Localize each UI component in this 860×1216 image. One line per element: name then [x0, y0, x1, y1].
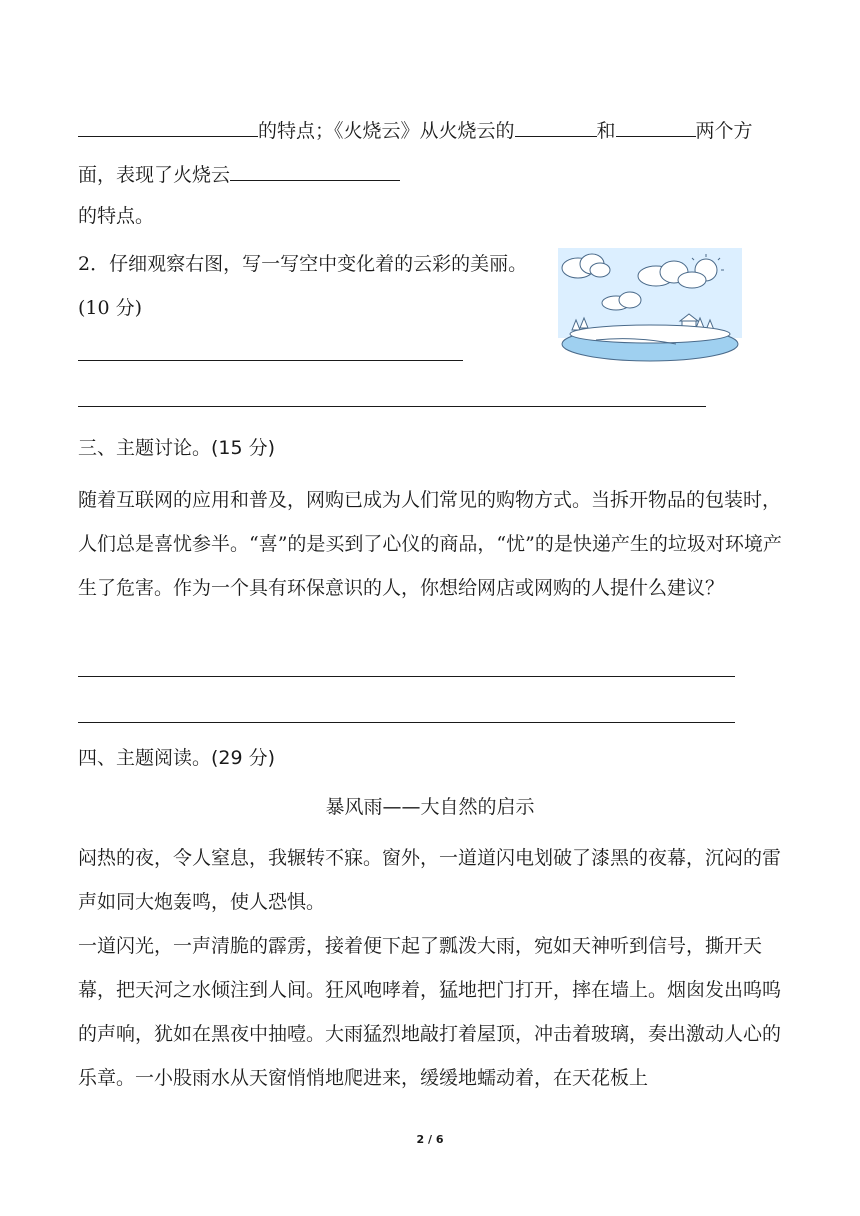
- q1-line-1: [78, 116, 753, 143]
- answer-line[interactable]: [78, 360, 463, 361]
- answer-line[interactable]: [78, 406, 706, 407]
- cloud-sky-illustration: [556, 248, 742, 362]
- island-shape: [562, 325, 738, 361]
- article-title: 暴风雨——大自然的启示: [325, 796, 535, 818]
- q1-line-3: 的特点。: [78, 205, 155, 227]
- answer-line[interactable]: [78, 722, 735, 723]
- article-paragraph-1: 闷热的夜，令人窒息，我辗转不寐。窗外，一道道闪电划破了漆黑的夜幕，沉闷的雷声如同大炮轰鸣，使人恐惧。: [78, 847, 782, 913]
- answer-blank[interactable]: [78, 116, 258, 137]
- answer-blank[interactable]: [515, 116, 597, 137]
- q1-text-line2: 面，表现了火烧云: [78, 164, 231, 186]
- q1-line-2: [78, 160, 400, 187]
- answer-blank[interactable]: [616, 116, 696, 137]
- q1-text-part1: 的特点；《火烧云》从火烧云的: [258, 120, 515, 142]
- answer-blank[interactable]: [230, 160, 400, 181]
- q1-text-part3: 两个方: [695, 120, 753, 142]
- q2-text: 2．仔细观察右图，写一写空中变化着的云彩的美丽。: [78, 253, 528, 275]
- answer-line[interactable]: [78, 676, 735, 677]
- section-3-heading: 三、主题讨论。(15 分): [78, 437, 276, 459]
- q2-score: (10 分): [78, 297, 143, 319]
- section-3-paragraph: 随着互联网的应用和普及，网购已成为人们常见的购物方式。当拆开物品的包装时，人们总是喜忧参半。“喜”的是买到了心仪的商品，“忧”的是快递产生的垃圾对环境产生了危害。作为一个具有环保意识的人，你想给网店或网购的人提什么建议？: [78, 489, 782, 599]
- q1-text-part2: 和: [596, 120, 616, 142]
- article-paragraph-2: 一道闪光，一声清脆的霹雳，接着便下起了瓢泼大雨，宛如天神听到信号，撕开天幕，把天河之水倾注到人间。狂风咆哮着，猛地把门打开，摔在墙上。烟囱发出呜呜的声响，犹如在黑夜中抽噎。大雨猛烈地敲打着屋顶，冲击着玻璃，奏出激动人心的乐章。一小股雨水从天窗悄悄地爬进来，缓缓地蠕动着，在天花板上: [78, 935, 782, 1089]
- page-number: 2 / 6: [416, 1133, 444, 1146]
- section-4-heading: 四、主题阅读。(29 分): [78, 747, 276, 769]
